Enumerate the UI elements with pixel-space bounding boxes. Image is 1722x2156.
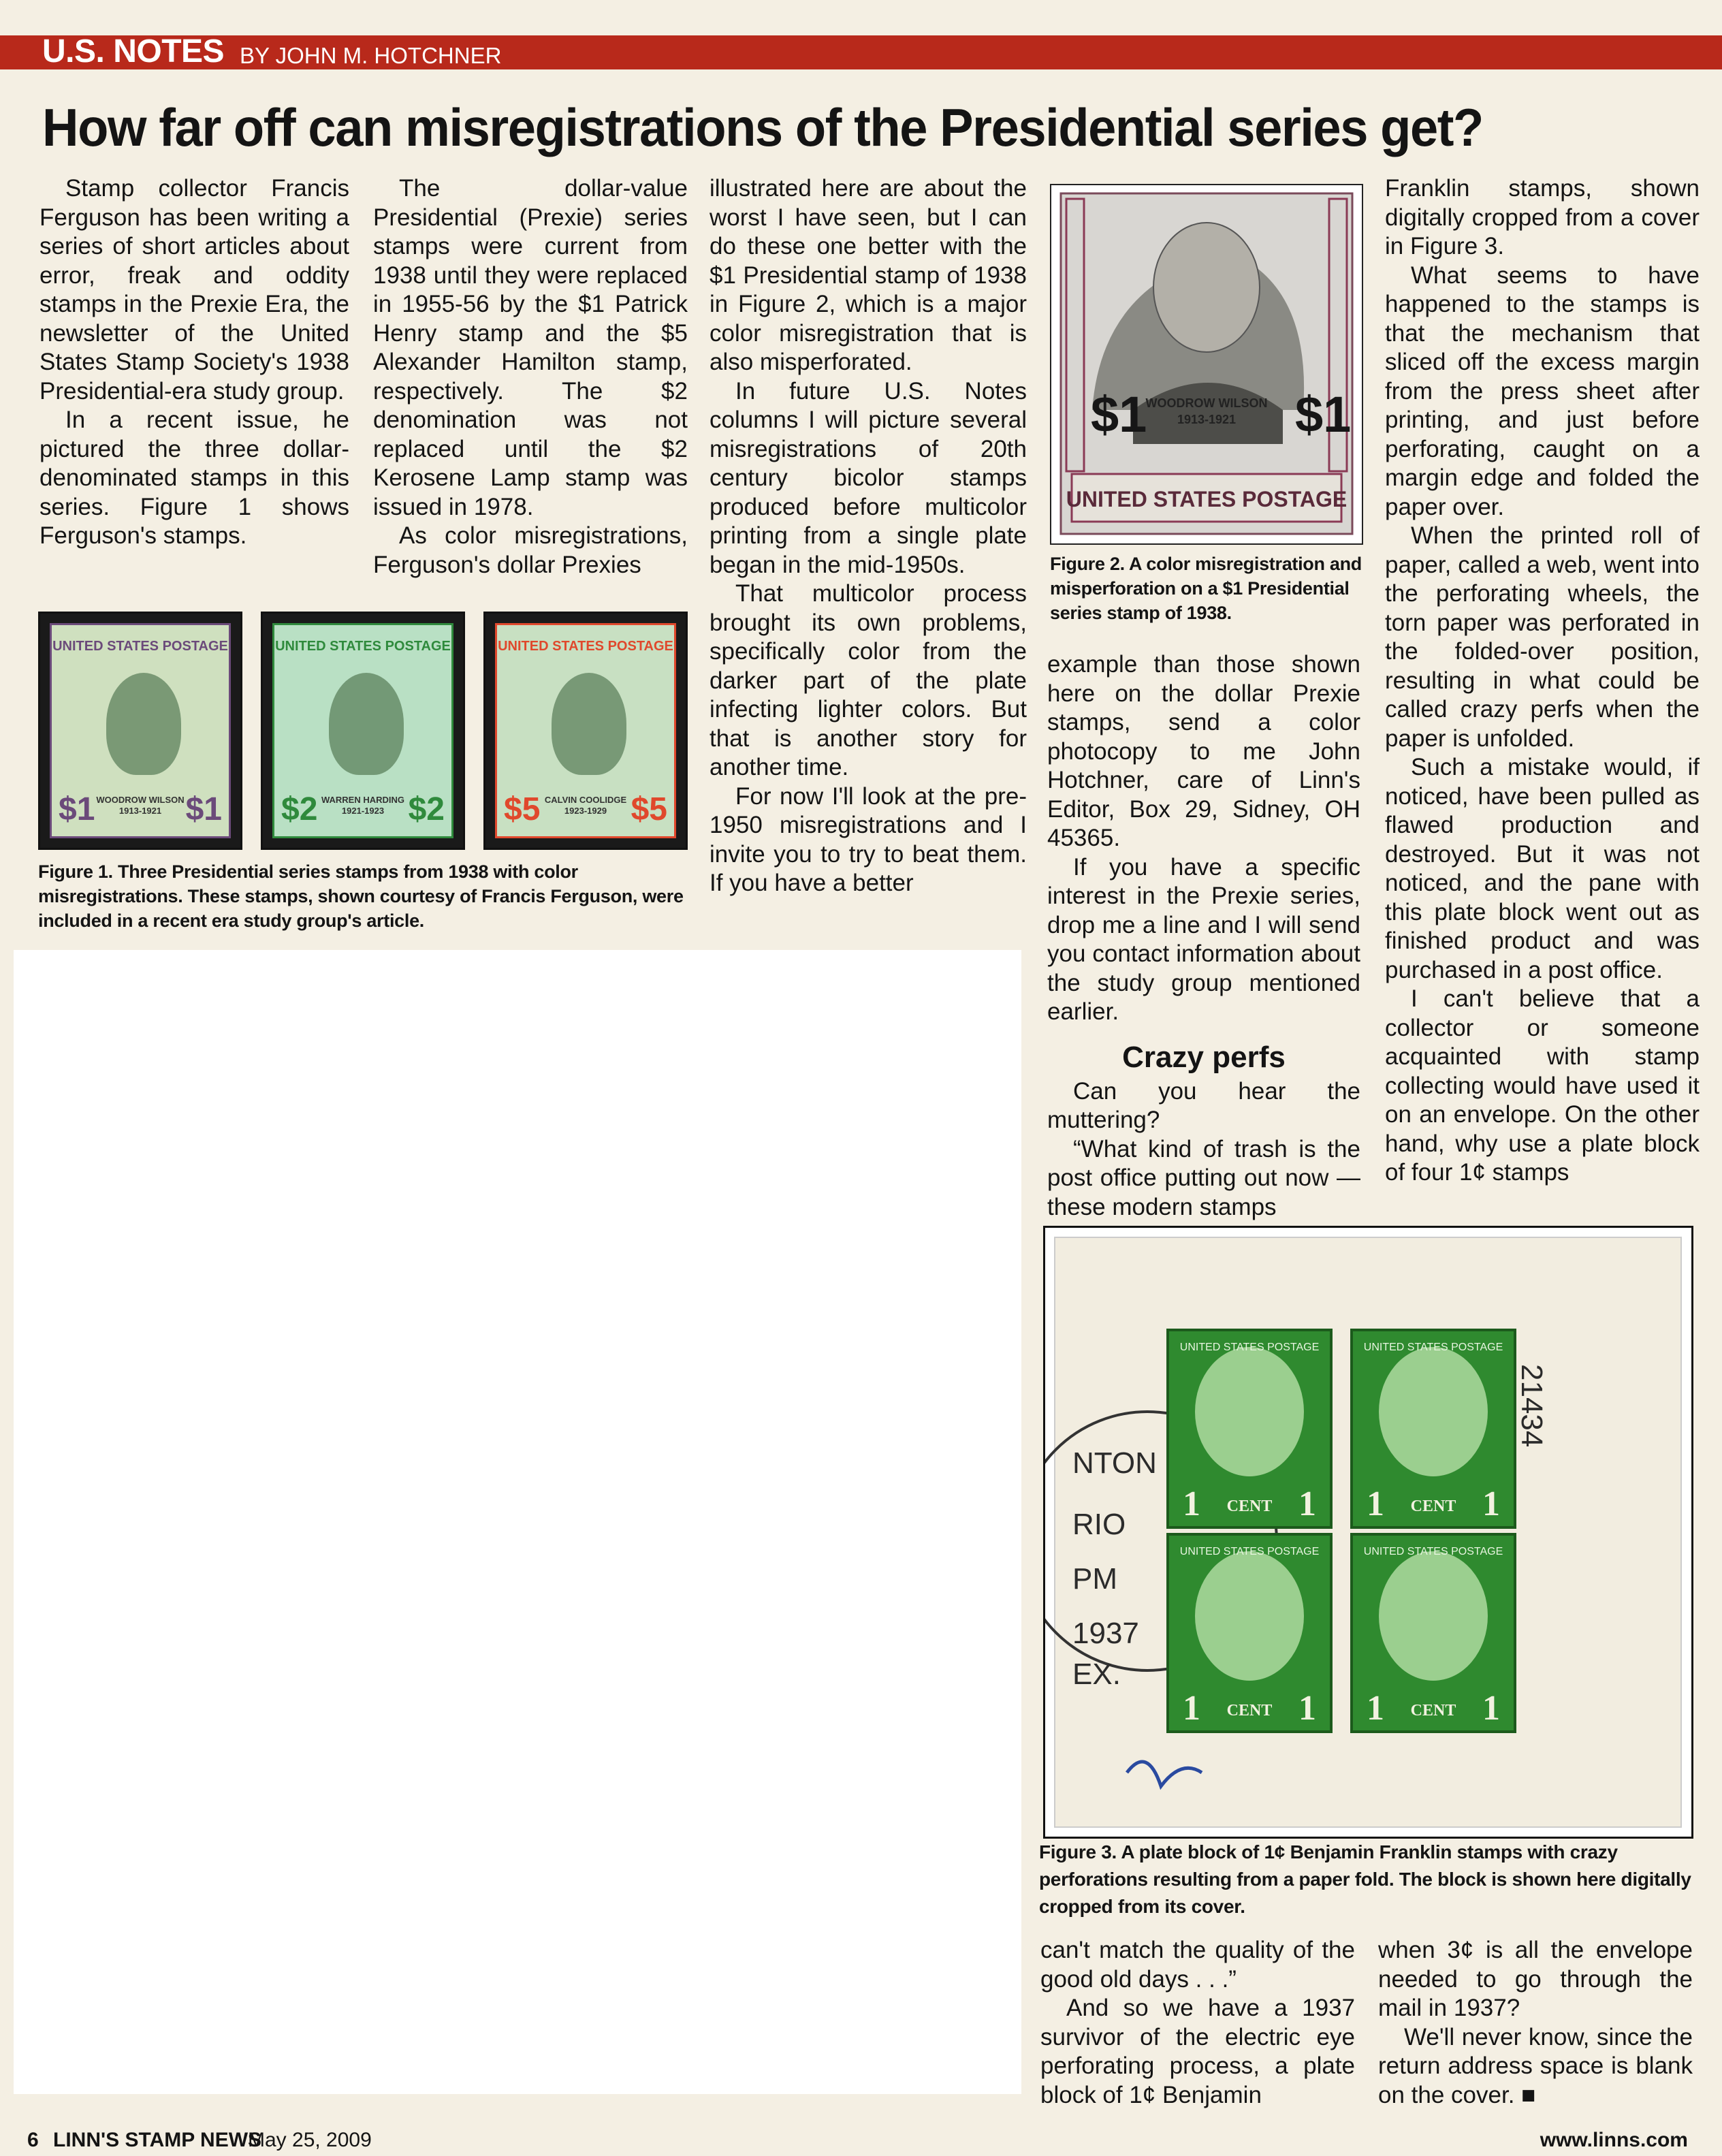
figure-2-stamp-years: 1913-1921 — [1177, 413, 1237, 426]
article-column-4 — [1047, 650, 1360, 1222]
franklin-stamp — [1352, 1534, 1515, 1732]
paragraph: As color misregistrations, Ferguson's dollar Prexies — [373, 522, 688, 578]
byline: BY JOHN M. HOTCHNER — [240, 43, 502, 68]
footer-page-number: 6 — [27, 2129, 39, 2151]
blank-area — [14, 950, 1021, 2094]
subhead-crazy-perfs: Crazy perfs — [1122, 1040, 1286, 1074]
paragraph: example than those shown here on the dollar Prexie stamps, send a color photocopy to me John Hotchner, care of Linn's Editor, Box 29, Sidney, OH 45365. — [1047, 651, 1360, 851]
paragraph: And so we have a 1937 survivor of the electric eye perforating process, a plate block of 1¢ Benjamin — [1040, 1995, 1355, 2108]
stamp-value: 1 — [1183, 1485, 1200, 1523]
postmark-line: 1937 — [1072, 1617, 1139, 1650]
stamp-face — [50, 623, 231, 838]
stamp-top-label: UNITED STATES POSTAGE — [275, 639, 451, 654]
figure-3 — [1043, 1226, 1693, 1839]
figure-1-stamp — [483, 612, 688, 850]
stamp-value: 1 — [1298, 1485, 1316, 1523]
article-column-2 — [373, 174, 688, 580]
paragraph: I can't believe that a collector or someone acquainted with stamp collecting would have used it on an envelope. On the other hand, why use a plate block of four 1¢ stamps — [1385, 985, 1700, 1186]
footer-date: May 25, 2009 — [248, 2129, 372, 2151]
stamp-years: 1923-1929 — [564, 806, 607, 816]
paragraph: When the printed roll of paper, called a web, went into the perforating wheels, the torn paper was perforated in the folded-over position, resulting in what could be called crazy perfs when the paper is unfolded. — [1385, 522, 1700, 752]
figure-3-caption: Figure 3. A plate block of 1¢ Benjamin Franklin stamps with crazy perforations resulting from a paper fold. The block is shown here digitally cropped from its cover. — [1039, 1841, 1691, 1917]
paragraph: In a recent issue, he pictured the three dollar-denominated stamps in this series. Figure 1 shows Ferguson's stamps. — [39, 407, 349, 549]
stamp-portrait — [106, 673, 181, 775]
stamp-top-label: UNITED STATES POSTAGE — [498, 639, 673, 654]
paragraph: can't match the quality of the good old days . . .” — [1040, 1937, 1355, 1993]
footer-url: www.linns.com — [1540, 2129, 1688, 2151]
figure-2-caption: Figure 2. A color misregistration and misperforation on a $1 Presidential series stamp of 1938. — [1050, 554, 1362, 623]
stamp-years: 1913-1921 — [118, 806, 162, 816]
paragraph: Franklin stamps, shown digitally cropped from a cover in Figure 3. — [1385, 175, 1700, 259]
stamp-top-label: UNITED STATES POSTAGE — [1179, 1342, 1320, 1353]
paragraph: In future U.S. Notes columns I will picture several misregistrations of 20th century bicolor stamps produced before multicolor printing from a single plate began in the mid-1950s. — [709, 377, 1027, 578]
article-column-bottom-right — [1378, 1936, 1693, 2110]
stamp-face — [272, 623, 453, 838]
figure-2 — [1050, 184, 1363, 545]
postmark-line: NTON — [1072, 1446, 1157, 1480]
plate-number: 21434 — [1515, 1364, 1548, 1448]
stamp-value: $2 — [408, 791, 445, 827]
figure-1 — [38, 612, 688, 850]
figure-2-stamp-name: WOODROW WILSON — [1145, 396, 1268, 410]
stamp-value: $5 — [504, 791, 541, 827]
headline: How far off can misregistrations of the Presidential series get? — [42, 97, 1483, 157]
figure-3-plate-block-image — [1045, 1228, 1691, 1837]
figure-1-caption: Figure 1. Three Presidential series stamps from 1938 with color misregistrations. These stamps, shown courtesy of Francis Ferguson, were included in a recent era study group's article. — [38, 861, 684, 931]
paragraph: For now I'll look at the pre-1950 misregistrations and I invite you to try to beat them. If you have a better — [709, 782, 1027, 896]
stamp-portrait — [552, 673, 626, 775]
stamp-top-label: UNITED STATES POSTAGE — [1363, 1342, 1503, 1353]
stamp-value: $2 — [281, 791, 318, 827]
paragraph: when 3¢ is all the envelope needed to go through the mail in 1937? — [1378, 1937, 1693, 2021]
figure-1-stamp — [261, 612, 465, 850]
paragraph: Stamp collector Francis Ferguson has been writing a series of short articles about error, freak and oddity stamps in the Prexie Era, the newsletter of the United States Stamp Society's 1938 Presidential-era study group. — [39, 175, 349, 405]
paragraph: We'll never know, since the return address space is blank on the cover. ■ — [1378, 2023, 1693, 2108]
figure-2-stamp-image — [1051, 185, 1362, 543]
figure-2-value-right: $1 — [1295, 386, 1352, 443]
paragraph: The dollar-value Presidential (Prexie) series stamps were current from 1938 until they were replaced in 1955-56 by the $1 Patrick Henry stamp and the $5 Alexander Hamilton stamp, respectively. The $2 denomination was not replaced until the $2 Kerosene Lamp stamp was issued in 1978. — [373, 175, 688, 520]
paragraph: illustrated here are about the worst I have seen, but I can do these one better with the $1 Presidential stamp of 1938 in Figure 2, which is a major color misregistration that is also misperforated. — [709, 175, 1027, 375]
postmark-line: RIO — [1072, 1508, 1126, 1541]
article-column-bottom-left — [1040, 1936, 1355, 2110]
franklin-stamp — [1168, 1534, 1331, 1732]
postmark-line: EX. — [1072, 1658, 1121, 1691]
paragraph: Such a mistake would, if noticed, have been pulled as flawed production and destroyed. But it was not noticed, and the pane with this plate block went out as finished product and was purchased in a post office. — [1385, 754, 1700, 983]
stamp-name: CALVIN COOLIDGE — [544, 795, 627, 805]
stamp-value: $5 — [631, 791, 667, 827]
section-label: U.S. NOTES — [42, 33, 225, 69]
figure-2-value-left: $1 — [1091, 386, 1147, 443]
stamp-value: 1 — [1298, 1689, 1316, 1728]
stamp-name: WOODROW WILSON — [96, 795, 185, 805]
franklin-stamp — [1168, 1330, 1331, 1527]
stamp-denomination: CENT — [1226, 1702, 1273, 1719]
stamp-value: 1 — [1367, 1689, 1384, 1728]
stamp-value: 1 — [1482, 1485, 1500, 1523]
stamp-denomination: CENT — [1226, 1497, 1273, 1515]
stamp-denomination: CENT — [1410, 1497, 1456, 1515]
stamp-top-label: UNITED STATES POSTAGE — [1179, 1546, 1320, 1557]
stamp-top-label: UNITED STATES POSTAGE — [1363, 1546, 1503, 1557]
stamp-portrait — [329, 673, 404, 775]
paragraph: If you have a specific interest in the Prexie series, drop me a line and I will send you contact information about the study group mentioned earlier. — [1047, 853, 1360, 1025]
figure-1-stamp — [38, 612, 242, 850]
stamp-top-label: UNITED STATES POSTAGE — [52, 639, 228, 654]
article-column-3 — [709, 174, 1027, 898]
stamp-value: 1 — [1367, 1485, 1384, 1523]
article-column-1 — [39, 174, 349, 551]
article-column-5 — [1385, 174, 1700, 1188]
figure-2-stamp-bottom-label: UNITED STATES POSTAGE — [1066, 487, 1348, 511]
footer-publication: LINN'S STAMP NEWS — [53, 2129, 262, 2151]
stamp-value: $1 — [59, 791, 95, 827]
postmark-line: PM — [1072, 1562, 1117, 1596]
stamp-name: WARREN HARDING — [321, 795, 405, 805]
stamp-value: 1 — [1183, 1689, 1200, 1728]
paragraph: “What kind of trash is the post office putting out now — these modern stamps — [1047, 1135, 1360, 1220]
stamp-value: $1 — [185, 791, 222, 827]
stamp-value: 1 — [1482, 1689, 1500, 1728]
stamp-denomination: CENT — [1410, 1702, 1456, 1719]
franklin-stamp — [1352, 1330, 1515, 1527]
paragraph: Can you hear the muttering? — [1047, 1077, 1360, 1133]
stamp-years: 1921-1923 — [341, 806, 385, 816]
stamp-face — [495, 623, 676, 838]
paragraph: That multicolor process brought its own problems, specifically color from the darker part of the plate infecting lighter colors. But that is another story for another time. — [709, 580, 1027, 780]
paragraph: What seems to have happened to the stamps is that the mechanism that sliced off the excess margin from the press sheet after printing, and just before perforating, caught on a margin edge and folded the paper over. — [1385, 261, 1700, 520]
